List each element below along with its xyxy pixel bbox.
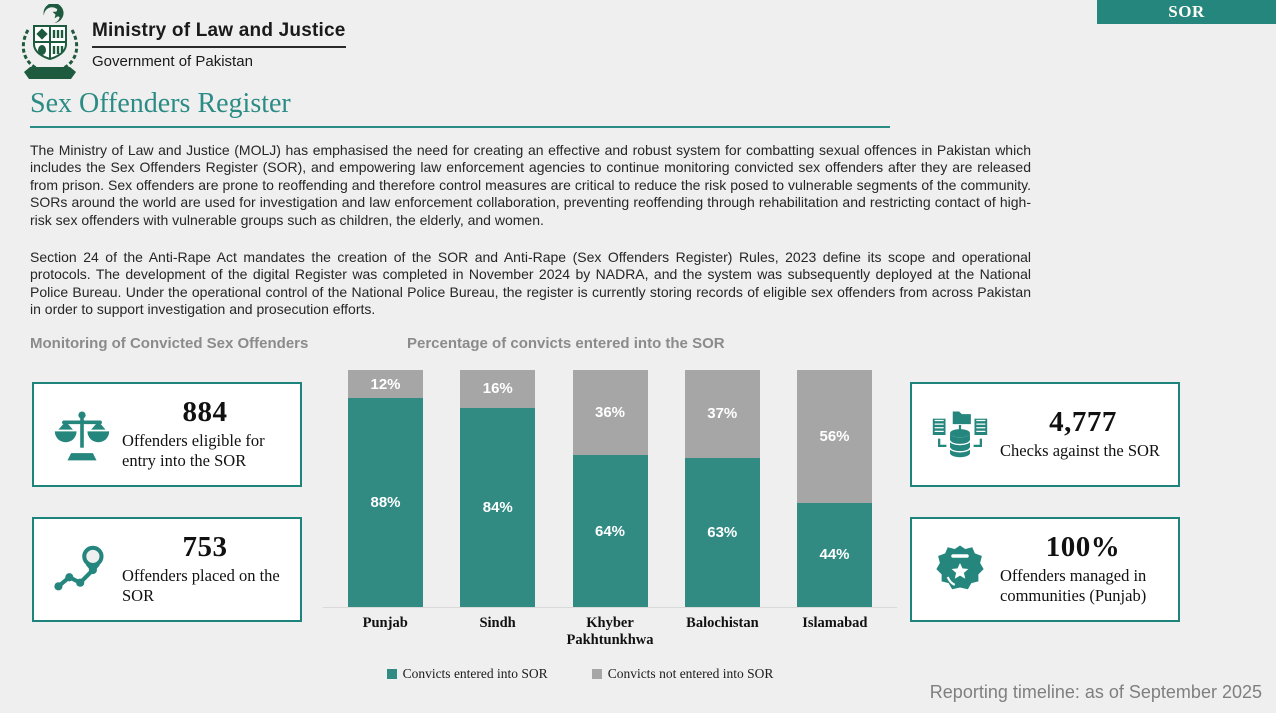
stat-value: 4,777 xyxy=(1049,406,1117,439)
intro-paragraphs xyxy=(30,142,1031,319)
section-heading-monitoring: Monitoring of Convicted Sex Offenders xyxy=(30,335,309,352)
stat-label: Offenders eligible for entry into the SOR xyxy=(122,431,265,471)
stat-card-eligible-offenders xyxy=(32,382,302,487)
bar-punjab xyxy=(348,370,423,607)
section-heading-chart: Percentage of convicts entered into the SOR xyxy=(407,335,725,352)
pakistan-state-emblem-icon xyxy=(14,4,86,88)
ministry-title: Ministry of Law and Justice xyxy=(92,20,346,48)
category-label: Balochistan xyxy=(686,615,759,631)
chart-category-labels xyxy=(323,615,897,648)
stat-value: 884 xyxy=(182,396,228,429)
stat-value: 100% xyxy=(1045,531,1121,564)
bar-khyber-pakhtunkhwa xyxy=(573,370,648,607)
bar-segment: 64% xyxy=(573,455,648,607)
chart-legend xyxy=(300,666,860,682)
magnifier-trend-icon xyxy=(42,541,122,599)
bar-segment: 63% xyxy=(685,458,760,607)
header-text xyxy=(92,20,346,70)
bar-segment: 88% xyxy=(348,398,423,607)
stat-card-community-managed xyxy=(910,517,1180,622)
stat-label: Offenders placed on the SOR xyxy=(122,566,280,606)
bar-segment: 56% xyxy=(797,370,872,503)
sor-corner-badge: SOR xyxy=(1097,0,1276,24)
page-title-underline xyxy=(30,88,890,128)
legend-label: Convicts entered into SOR xyxy=(402,666,548,681)
bar-segment: 36% xyxy=(573,370,648,455)
legend-swatch-icon xyxy=(387,669,397,679)
category-label: Sindh xyxy=(479,615,516,631)
category-label: Punjab xyxy=(362,615,408,631)
bar-segment: 37% xyxy=(685,370,760,458)
stat-label: Checks against the SOR xyxy=(1000,441,1160,461)
bar-segment: 44% xyxy=(797,503,872,607)
bar-balochistan xyxy=(685,370,760,607)
bar-segment: 16% xyxy=(460,370,535,408)
category-label: Khyber Pakhtunkhwa xyxy=(566,615,654,648)
government-subtitle: Government of Pakistan xyxy=(92,53,253,70)
records-database-icon xyxy=(920,406,1000,464)
stat-card-sor-checks xyxy=(910,382,1180,487)
page-title: Sex Offenders Register xyxy=(30,88,291,119)
police-badge-icon xyxy=(920,542,1000,598)
bar-segment: 12% xyxy=(348,370,423,398)
stacked-bar-chart xyxy=(323,370,897,608)
paragraph-legal-basis: Section 24 of the Anti-Rape Act mandates the creation of the SOR and Anti-Rape (Sex Offenders Register) Rules, 2023 define its scope and operational protocols. The development of the digital Register was completed in November 2024 by NADRA, and the system was subsequently deployed at the National Police Bureau. Under the operational control of the National Police Bureau, the register is currently storing records of eligible sex offenders from across Pakistan in order to support investigation and prosecution efforts. xyxy=(30,249,1031,318)
reporting-timeline: Reporting timeline: as of September 2025 xyxy=(929,682,1262,702)
category-label: Islamabad xyxy=(802,615,868,631)
legend-label: Convicts not entered into SOR xyxy=(607,666,774,681)
legend-item xyxy=(387,666,548,682)
bar-segment: 84% xyxy=(460,408,535,607)
bar-sindh xyxy=(460,370,535,607)
bar-islamabad xyxy=(797,370,872,607)
stat-card-offenders-on-sor xyxy=(32,517,302,622)
legend-item xyxy=(592,666,774,682)
stat-label: Offenders managed in communities (Punjab) xyxy=(1000,566,1147,606)
scales-of-justice-icon xyxy=(42,406,122,464)
legend-swatch-icon xyxy=(592,669,602,679)
stat-value: 753 xyxy=(182,531,228,564)
paragraph-overview: The Ministry of Law and Justice (MOLJ) has emphasised the need for creating an effective and robust system for combatting sexual offences in Pakistan which includes the Sex Offenders Register (SOR), and empowering law enforcement agencies to continue monitoring convicted sex offenders after they are released from prison. Sex offenders are prone to reoffending and therefore control measures are critical to reduce the risk posed to vulnerable segments of the community. SORs around the world are used for investigation and law enforcement collaboration, preventing reoffending through rehabilitation and restricting contact of high-risk sex offenders with vulnerable groups such as children, the elderly, and women. xyxy=(30,142,1031,228)
